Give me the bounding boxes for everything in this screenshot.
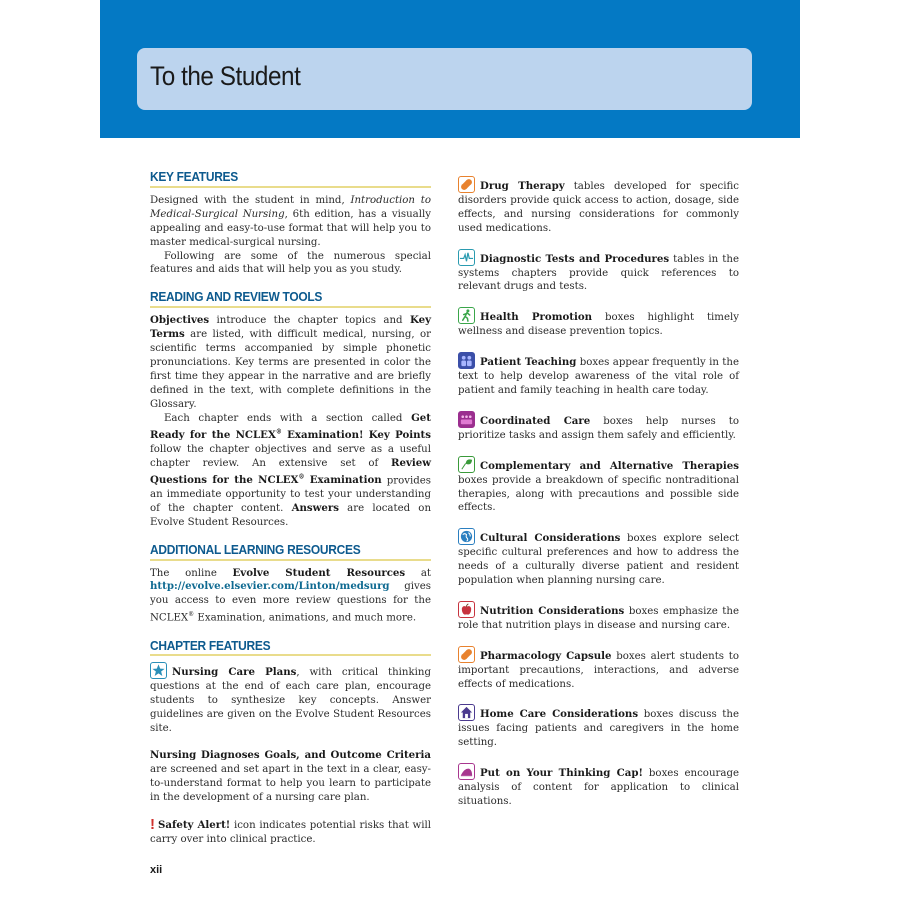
section-key-features xyxy=(150,170,431,277)
left-column xyxy=(150,170,431,859)
paragraph: Each chapter ends with a section called Get Ready for the NCLEX® Examination! Key Points follow the chapter objectives and serve as a useful chapter review. An extensive set of Review Questions for the NCLEX® Examination provides an immediate opportunity to test your understanding of the chapter content. Answers are located on Evolve Student Resources. xyxy=(150,411,432,528)
globe-icon xyxy=(458,528,475,545)
section-chapter-features xyxy=(150,639,431,847)
book-title: Introduction to Medical-Surgical Nursing xyxy=(150,194,431,220)
feature-nursing-care-plans: Nursing Care Plans, with critical thinking questions at the end of each care plan, encourage students to synthesize key concepts. Answer guidelines are given on the Evolve Student Resources site. xyxy=(150,662,431,736)
feature-nutrition-considerations: Nutrition Considerations boxes emphasize the role that nutrition plays in disease and nursing care. xyxy=(458,601,739,633)
paragraph: Designed with the student in mind, Introduction to Medical-Surgical Nursing, 6th edition, has a visually appealing and easy-to-use format that will help you to master medical-surgical nursing. xyxy=(150,194,431,248)
exclamation-icon: ! xyxy=(150,815,155,833)
section-heading: READING AND REVIEW TOOLS xyxy=(150,290,431,308)
feature-pharmacology-capsule: Pharmacology Capsule boxes alert students to important precautions, interactions, and adverse effects of medications. xyxy=(458,646,739,692)
runner-icon xyxy=(458,307,475,324)
leaf-icon xyxy=(458,456,475,473)
section-heading: CHAPTER FEATURES xyxy=(150,639,431,657)
section-reading-review xyxy=(150,290,431,529)
team-icon xyxy=(458,411,475,428)
section-additional-resources xyxy=(150,543,431,626)
star-icon xyxy=(150,662,167,679)
people-icon xyxy=(458,352,475,369)
paragraph: Objectives introduce the chapter topics and Key Terms are listed, with difficult medical, nursing, or scientific terms accompanied by simple phonetic pronunciations. Key terms are presented in color the first time they appear in the narrative and are briefly defined in the text, with complete definitions in the Glossary. xyxy=(150,314,431,410)
feature-home-care: Home Care Considerations boxes discuss the issues facing patients and caregivers in the home setting. xyxy=(458,704,739,750)
paragraph: Following are some of the numerous special features and aids that will help you as you study. xyxy=(150,250,431,276)
feature-coordinated-care: Coordinated Care boxes help nurses to prioritize tasks and assign them safely and efficiently. xyxy=(458,411,739,443)
feature-drug-therapy: Drug Therapy tables developed for specific disorders provide quick access to action, dosage, side effects, and nursing considerations for commonly used medications. xyxy=(458,176,739,236)
page-number: xii xyxy=(150,864,163,876)
feature-safety-alert: ! Safety Alert! icon indicates potential risks that will carry over into clinical practice. xyxy=(150,815,431,845)
section-heading: KEY FEATURES xyxy=(150,170,431,188)
capsule-icon xyxy=(458,176,475,193)
capsule-icon xyxy=(458,646,475,663)
feature-complementary-therapies: Complementary and Alternative Therapies boxes provide a breakdown of specific nontraditional therapies, along with precautions and possible side effects. xyxy=(458,456,739,516)
feature-patient-teaching: Patient Teaching boxes appear frequently in the text to help develop awareness of the vital role of patient and family teaching in health care today. xyxy=(458,352,739,398)
page-title: To the Student xyxy=(150,61,301,91)
evolve-link[interactable]: http://evolve.elsevier.com/Linton/medsurg xyxy=(150,580,390,593)
thinking-cap-icon xyxy=(458,763,475,780)
feature-cultural-considerations: Cultural Considerations boxes explore select specific cultural preferences and how to address the needs of a culturally diverse patient and resident population when planning nursing care. xyxy=(458,528,739,588)
feature-nursing-diagnoses: Nursing Diagnoses Goals, and Outcome Criteria are screened and set apart in the text in a clear, easy-to-understand format to help you learn to participate in the development of a nursing care plan. xyxy=(150,748,431,803)
apple-icon xyxy=(458,601,475,618)
house-icon xyxy=(458,704,475,721)
ecg-icon xyxy=(458,249,475,266)
paragraph: The online Evolve Student Resources at http://evolve.elsevier.com/Linton/medsurg gives you access to even more review questions for the NCLEX® Examination, animations, and much more. xyxy=(150,566,431,624)
feature-diagnostic-tests: Diagnostic Tests and Procedures tables in the systems chapters provide quick references to relevant drugs and tests. xyxy=(458,249,739,295)
right-column xyxy=(458,176,739,822)
feature-thinking-cap: Put on Your Thinking Cap! boxes encourage analysis of content for application to clinical situations. xyxy=(458,763,739,809)
feature-health-promotion: Health Promotion boxes highlight timely wellness and disease prevention topics. xyxy=(458,307,739,339)
section-heading: ADDITIONAL LEARNING RESOURCES xyxy=(150,543,431,561)
